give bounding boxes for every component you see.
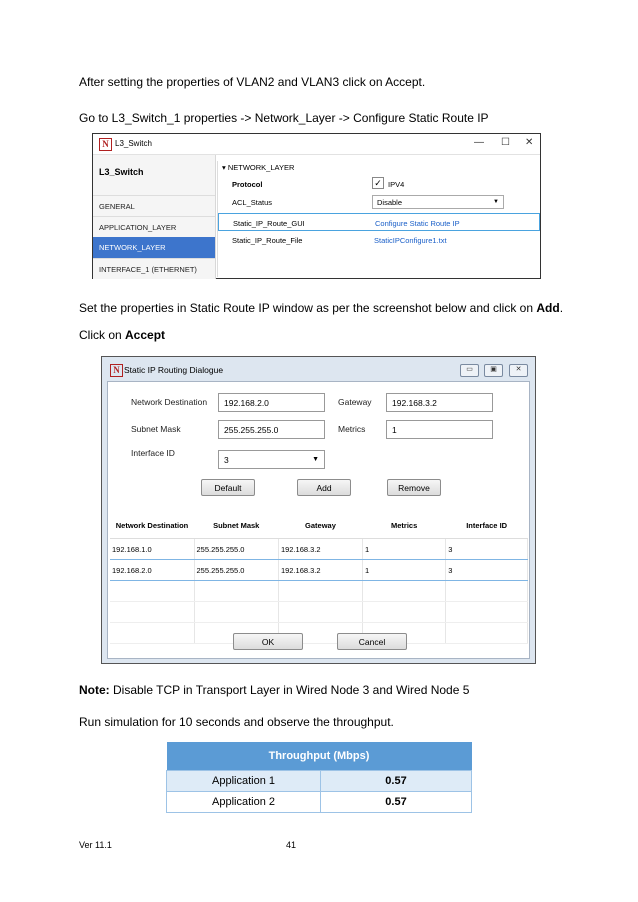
properties-sidebar: [93, 155, 216, 279]
row-static-ip-route-file: [218, 231, 540, 249]
cell: 255.255.255.0: [194, 539, 278, 560]
app-name: Application 2: [167, 792, 321, 813]
minimize-button[interactable]: —: [474, 137, 484, 148]
routes-table: [110, 512, 528, 644]
l3-switch-window: [92, 133, 541, 279]
table-row: [167, 792, 472, 813]
protocol-label: Protocol: [232, 180, 263, 189]
throughput-header: Throughput (Mbps): [167, 742, 472, 771]
ok-button[interactable]: OK: [233, 633, 303, 650]
paragraph-note: [79, 683, 469, 697]
note-text: Disable TCP in Transport Layer in Wired Node 3 and Wired Node 5: [109, 683, 470, 697]
remove-button[interactable]: Remove: [387, 479, 441, 496]
table-row: [167, 771, 472, 792]
metrics-input[interactable]: 1: [386, 420, 493, 439]
network-layer-properties: [217, 161, 540, 277]
throughput-value: 0.57: [321, 771, 472, 792]
note-bold: Note:: [79, 683, 110, 697]
sidebar-item-network-layer[interactable]: NETWORK_LAYER: [93, 237, 215, 258]
window-titlebar: [93, 134, 540, 155]
col-gateway: Gateway: [278, 512, 362, 539]
netsim-logo-icon: N: [110, 364, 123, 377]
col-subnet-mask: Subnet Mask: [194, 512, 278, 539]
cell: 192.168.3.2: [278, 560, 362, 581]
paragraph-4: [79, 328, 165, 342]
app-name: Application 1: [167, 771, 321, 792]
row-static-ip-route-gui: [218, 213, 540, 231]
section-header-network-layer[interactable]: ▾ NETWORK_LAYER: [222, 163, 295, 172]
network-destination-input[interactable]: 192.168.2.0: [218, 393, 325, 412]
p3-bold: Add: [536, 301, 560, 315]
close-button[interactable]: ✕: [525, 137, 534, 148]
acl-status-value: Disable: [377, 198, 403, 207]
row-protocol: [218, 175, 540, 193]
footer-page-number: 41: [286, 840, 297, 850]
network-destination-label: Network Destination: [131, 397, 208, 407]
paragraph-1: After setting the properties of VLAN2 and VLAN3 click on Accept.: [79, 75, 426, 89]
gateway-input[interactable]: 192.168.3.2: [386, 393, 493, 412]
p3-text: Set the properties in Static Route IP window as per the screenshot below and click on: [79, 301, 537, 315]
throughput-value: 0.57: [321, 792, 472, 813]
empty-row: [110, 623, 528, 644]
dialog-body: [107, 381, 530, 659]
paragraph-3: [79, 301, 563, 315]
sidebar-item-general[interactable]: GENERAL: [93, 195, 215, 216]
static-route-file-link[interactable]: StaticIPConfigure1.txt: [374, 236, 447, 245]
cell: 1: [362, 539, 445, 560]
acl-status-label: ACL_Status: [232, 198, 273, 207]
col-interface-id: Interface ID: [446, 512, 528, 539]
gateway-label: Gateway: [338, 397, 372, 407]
chevron-down-icon: ▼: [312, 456, 319, 463]
configure-static-route-link[interactable]: Configure Static Route IP: [375, 219, 460, 228]
close-button[interactable]: ✕: [509, 364, 528, 377]
row-acl-status: [218, 193, 540, 211]
col-metrics: Metrics: [362, 512, 445, 539]
empty-row: [110, 602, 528, 623]
subnet-mask-input[interactable]: 255.255.255.0: [218, 420, 325, 439]
subnet-mask-label: Subnet Mask: [131, 424, 181, 434]
dialog-title: Static IP Routing Dialogue: [124, 365, 224, 375]
empty-row: [110, 581, 528, 602]
static-ip-routing-dialog: [101, 356, 536, 664]
p4-bold: Accept: [125, 328, 166, 342]
table-row[interactable]: [110, 539, 528, 560]
ipv4-checkbox[interactable]: ✓: [372, 177, 384, 189]
p4-text: Click on: [79, 328, 126, 342]
interface-id-label: Interface ID: [131, 448, 175, 458]
col-network-destination: Network Destination: [110, 512, 194, 539]
table-row[interactable]: [110, 560, 528, 581]
default-button[interactable]: Default: [201, 479, 255, 496]
cell: 192.168.3.2: [278, 539, 362, 560]
throughput-table: [166, 742, 472, 813]
paragraph-2: Go to L3_Switch_1 properties -> Network_Layer -> Configure Static Route IP: [79, 111, 489, 125]
protocol-value: IPV4: [388, 180, 405, 189]
sidebar-heading: L3_Switch: [99, 167, 144, 177]
static-route-file-label: Static_IP_Route_File: [232, 236, 303, 245]
sidebar-item-application-layer[interactable]: APPLICATION_LAYER: [93, 216, 215, 237]
paragraph-6: Run simulation for 10 seconds and observe the throughput.: [79, 715, 394, 729]
netsim-logo-icon: N: [99, 138, 112, 151]
cancel-button[interactable]: Cancel: [337, 633, 407, 650]
cell: 3: [446, 539, 528, 560]
sidebar-item-interface-1[interactable]: INTERFACE_1 (ETHERNET): [93, 258, 215, 279]
add-button[interactable]: Add: [297, 479, 351, 496]
cell: 192.168.2.0: [110, 560, 194, 581]
footer-version: Ver 11.1: [79, 840, 112, 850]
static-route-gui-label: Static_IP_Route_GUI: [233, 219, 305, 228]
cell: 255.255.255.0: [194, 560, 278, 581]
window-title: L3_Switch: [115, 139, 152, 148]
minimize-button[interactable]: ▭: [460, 364, 479, 377]
interface-id-value: 3: [224, 455, 229, 465]
maximize-button[interactable]: ☐: [501, 137, 510, 148]
acl-status-dropdown[interactable]: [372, 195, 504, 209]
chevron-down-icon: ▼: [493, 199, 499, 205]
metrics-label: Metrics: [338, 424, 366, 434]
table-header-row: [110, 512, 528, 539]
cell: 3: [446, 560, 528, 581]
maximize-button[interactable]: ▣: [484, 364, 503, 377]
cell: 1: [362, 560, 445, 581]
dialog-titlebar: [102, 357, 535, 381]
p3-end: .: [559, 301, 564, 315]
interface-id-select[interactable]: [218, 450, 325, 469]
cell: 192.168.1.0: [110, 539, 194, 560]
